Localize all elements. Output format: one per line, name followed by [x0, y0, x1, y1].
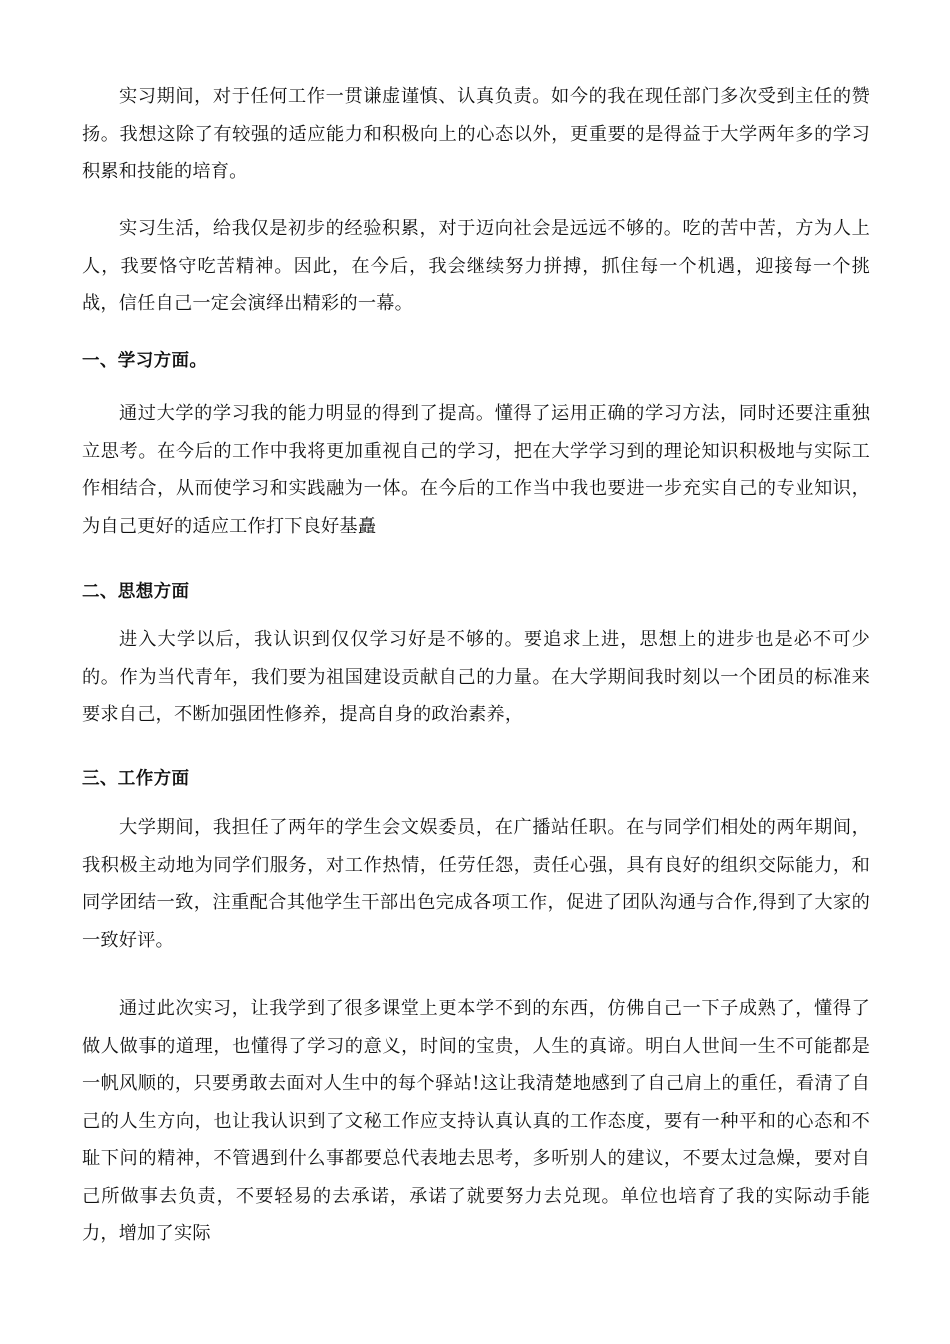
paragraph-internship-life: 实习生活，给我仅是初步的经验积累，对于迈向社会是远远不够的。吃的苦中苦，方为人上人，我要恪守吃苦精神。因此，在今后，我会继续努力拼搏，抓住每一个机遇，迎接每一个挑战，信任自己一定会演绎出精彩的一幕。: [82, 218, 870, 314]
paragraph-thought: 进入大学以后，我认识到仅仅学习好是不够的。要追求上进，思想上的进步也是必不可少的。作为当代青年，我们要为祖国建设贡献自己的力量。在大学期间我时刻以一个团员的标准来要求自己，不断加强团性修养，提高自身的政治素养，: [82, 629, 870, 725]
paragraph-study: 通过大学的学习我的能力明显的得到了提高。懂得了运用正确的学习方法，同时还要注重独立思考。在今后的工作中我将更加重视自己的学习，把在大学学习到的理论知识积极地与实际工作相结合，从而使学习和实践融为一体。在今后的工作当中我也要进一步充实自己的专业知识，为自己更好的适应工作打下良好基矗: [82, 403, 870, 537]
section-heading-work: 三、工作方面: [82, 769, 190, 789]
paragraph-internship-attitude: 实习期间，对于任何工作一贯谦虚谨慎、认真负责。如今的我在现任部门多次受到主任的赞扬。我想这除了有较强的适应能力和积极向上的心态以外，更重要的是得益于大学两年多的学习积累和技能的培育。: [82, 86, 870, 182]
paragraph-work: 大学期间，我担任了两年的学生会文娱委员，在广播站任职。在与同学们相处的两年期间，我积极主动地为同学们服务，对工作热情，任劳任怨，责任心强，具有良好的组织交际能力，和同学团结一致，注重配合其他学生干部出色完成各项工作，促进了团队沟通与合作,得到了大家的一致好评。: [82, 817, 870, 951]
paragraph-internship-summary: 通过此次实习，让我学到了很多课堂上更本学不到的东西，仿佛自己一下子成熟了，懂得了做人做事的道理，也懂得了学习的意义，时间的宝贵，人生的真谛。明白人世间一生不可能都是一帆风顺的，只要勇敢去面对人生中的每个驿站!这让我清楚地感到了自己肩上的重任，看清了自己的人生方向，也让我认识到了文秘工作应支持认真认真的工作态度，要有一种平和的心态和不耻下问的精神，不管遇到什么事都要总代表地去思考，多听别人的建议，不要太过急燥，要对自己所做事去负责，不要轻易的去承诺，承诺了就要努力去兑现。单位也培育了我的实际动手能力，增加了实际: [82, 998, 870, 1244]
section-heading-thought: 二、思想方面: [82, 582, 190, 602]
section-heading-study: 一、学习方面。: [82, 351, 208, 371]
